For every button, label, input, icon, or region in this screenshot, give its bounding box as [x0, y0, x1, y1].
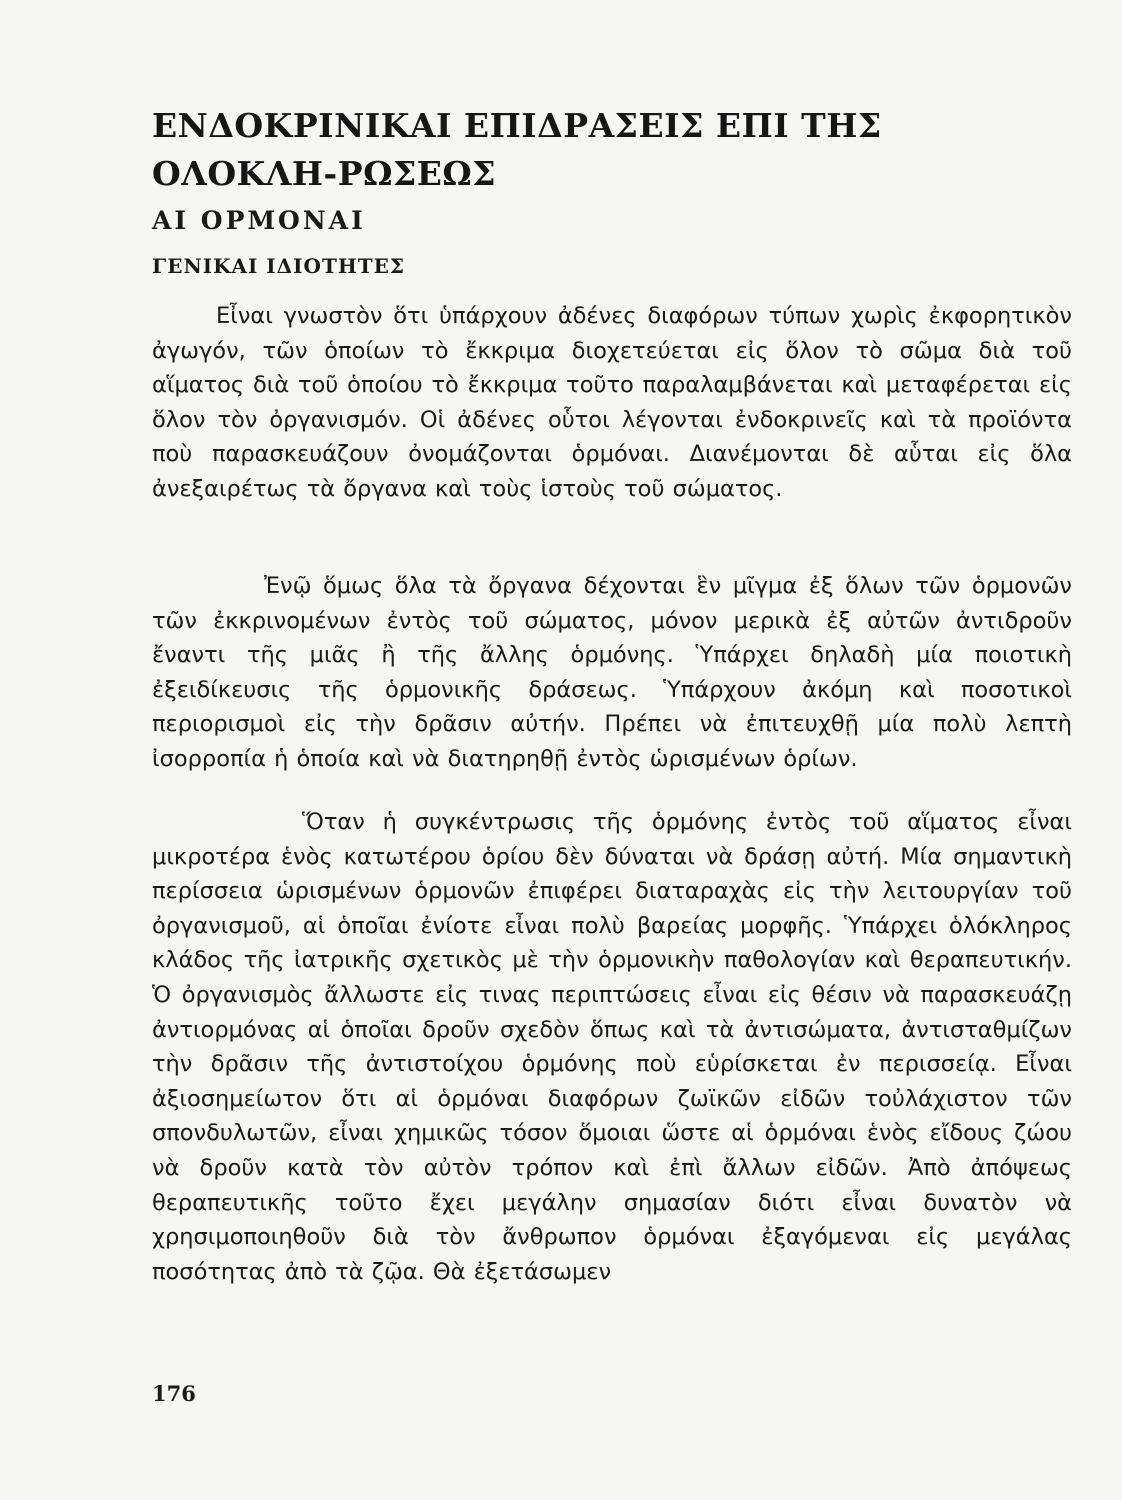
page-number: 176: [152, 1381, 196, 1406]
paragraph-1: Εἶναι γνωστὸν ὅτι ὑπάρχουν ἀδένες διαφόρων τύπων χωρὶς ἐκφορητικὸν ἀγωγόν, τῶν ὁποίων τὸ ἔκκριμα διοχετεύεται εἰς ὅλον τὸ σῶμα διὰ τοῦ αἵματος διὰ τοῦ ὁποίου τὸ ἔκκριμα τοῦτο παραλαμβάνεται καὶ μεταφέρεται εἰς ὅλον τὸν ὀργανισμόν. Οἱ ἀδένες οὗτοι λέγονται ἐνδοκρινεῖς καὶ τὰ προϊόντα ποὺ παρασκευάζουν ὀνομάζονται ὁρμόναι. Διανέμονται δὲ αὗται εἰς ὅλα ἀνεξαιρέτως τὰ ὄργανα καὶ τοὺς ἱστοὺς τοῦ σώματος.: [152, 303, 1072, 502]
paragraph-3: Ὅταν ἡ συγκέντρωσις τῆς ὁρμόνης ἐντὸς τοῦ αἵματος εἶναι μικροτέρα ἑνὸς κατωτέρου ὁρίου δὲν δύναται νὰ δράσῃ αὐτή. Μία σημαντικὴ περίσσεια ὡρισμένων ὁρμονῶν ἐπιφέρει διαταραχὰς εἰς τὴν λειτουργίαν τοῦ ὀργανισμοῦ, αἱ ὁποῖαι ἐνίοτε εἶναι πολὺ βαρείας μορφῆς. Ὑπάρχει ὁλόκληρος κλάδος τῆς ἰατρικῆς σχετικὸς μὲ τὴν ὁρμονικὴν παθολογίαν καὶ θεραπευτικήν. Ὁ ὀργανισμὸς ἄλλωστε εἰς τινας περιπτώσεις εἶναι εἰς θέσιν νὰ παρασκευάζῃ ἀντιορμόνας αἱ ὁποῖαι δροῦν σχεδὸν ὅπως καὶ τὰ ἀντισώματα, ἀντισταθμίζων τὴν δρᾶσιν τῆς ἀντιστοίχου ὁρμόνης ποὺ εὑρίσκεται ἐν περισσείᾳ. Εἶναι ἀξιοσημείωτον ὅτι αἱ ὁρμόναι διαφόρων ζωϊκῶν εἰδῶν τοὐλάχιστον τῶν σπονδυλωτῶν, εἶναι χημικῶς τόσον ὅμοιαι ὥστε αἱ ὁρμόναι ἑνὸς εἴδους ζώου νὰ δροῦν κατὰ τὸν αὐτὸν τρόπον καὶ ἐπὶ ἄλλων εἰδῶν. Ἀπὸ ἀπόψεως θεραπευτικῆς τοῦτο ἔχει μεγάλην σημασίαν διότι εἶναι δυνατὸν νὰ χρησιμοποιηθοῦν διὰ τὸν ἄνθρωπον ὁρμόναι ἐξαγόμεναι εἰς μεγάλας ποσότητας ἀπὸ τὰ ζῷα. Θὰ ἐξετάσωμεν: [152, 809, 1072, 1285]
sub-heading: ΓΕΝΙΚΑΙ ΙΔΙΟΤΗΤΕΣ: [152, 254, 405, 278]
section-heading: ΑΙ ΟΡΜΟΝΑΙ: [152, 206, 366, 235]
chapter-title: ΕΝΔΟΚΡΙΝΙΚΑΙ ΕΠΙΔΡΑΣΕΙΣ ΕΠΙ ΤΗΣ ΟΛΟΚΛΗ-ΡΩΣΕΩΣ: [152, 106, 882, 193]
paragraph-2: Ἐνῷ ὅμως ὅλα τὰ ὄργανα δέχονται ἓν μῖγμα ἐξ ὅλων τῶν ὁρμονῶν τῶν ἐκκρινομένων ἐντὸς τοῦ σώματος, μόνον μερικὰ ἐξ αὐτῶν ἀντιδροῦν ἔναντι τῆς μιᾶς ἢ τῆς ἄλλης ὁρμόνης. Ὑπάρχει δηλαδὴ μία ποιοτικὴ ἐξειδίκευσις τῆς ὁρμονικῆς δράσεως. Ὑπάρχουν ἀκόμη καὶ ποσοτικοὶ περιορισμοὶ εἰς τὴν δρᾶσιν αὐτήν. Πρέπει νὰ ἐπιτευχθῇ μία πολὺ λεπτὴ ἰσορροπία ἡ ὁποία καὶ νὰ διατηρηθῇ ἐντὸς ὡρισμένων ὁρίων.: [152, 573, 1072, 772]
